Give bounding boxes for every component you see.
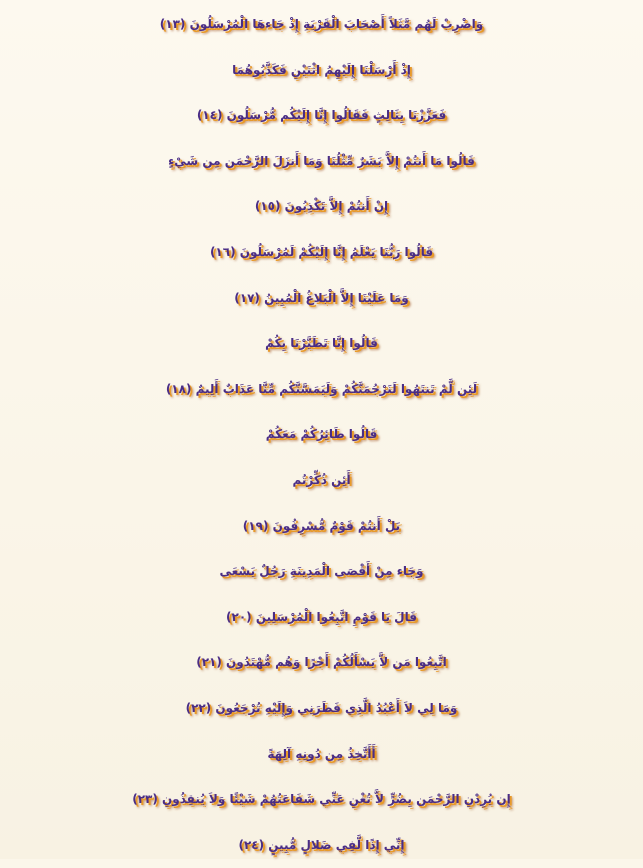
- verse-line: وَمَا عَلَيْنَا إِلاَّ الْبَلاغُ الْمُبِينُ (١٧): [234, 290, 409, 305]
- verse-line: إِنْ أَنتُمْ إِلاَّ تَكْذِبُونَ (١٥): [254, 199, 389, 214]
- verse-line: إِن يُرِدْنِ الرَّحْمَن بِضُرٍّ لاَّ تُغْنِ عَنِّي شَفَاعَتُهُمْ شَيْئًا وَلاَ يُنقِذُونِ (٢٣): [132, 792, 511, 807]
- verse-line: قَالُوا إِنَّا تَطَيَّرْنَا بِكُمْ: [265, 336, 378, 351]
- verse-line: قَالُوا رَبُّنَا يَعْلَمُ إِنَّا إِلَيْكُمْ لَمُرْسَلُونَ (١٦): [209, 244, 434, 259]
- verse-line: إِنِّي إِذًا لَّفِي ضَلالٍ مُّبِينٍ (٢٤): [238, 837, 405, 852]
- verse-line: بَلْ أَنتُمْ قَوْمٌ مُّسْرِفُونَ (١٩): [242, 518, 401, 533]
- verse-line: أَئِن ذُكِّرْتُم: [292, 472, 351, 487]
- verse-line: وَجَاء مِنْ أَقْصَى الْمَدِينَةِ رَجُلٌ يَسْعَى: [219, 564, 424, 579]
- verse-line: إِذْ أَرْسَلْنَا إِلَيْهِمُ اثْنَيْنِ فَكَذَّبُوهُمَا: [232, 62, 411, 77]
- verse-line: أَأَتَّخِذُ مِن دُونِهِ آلِهَةً: [267, 746, 376, 761]
- verse-line: قَالَ يَا قَوْمِ اتَّبِعُوا الْمُرْسَلِينَ (٢٠): [226, 609, 417, 624]
- verse-line: قَالُوا مَا أَنتُمْ إِلاَّ بَشَرٌ مِّثْلُنَا وَمَا أَنزَلَ الرَّحْمَن مِن شَيْءٍ: [168, 153, 475, 168]
- verse-line: وَاضْرِبْ لَهُم مَّثَلاً أَصْحَابَ الْقَرْيَةِ إِذْ جَاءهَا الْمُرْسَلُونَ (١٣): [159, 17, 484, 31]
- verse-line: اتَّبِعُوا مَن لاَّ يَسْأَلُكُمْ أَجْرًا وَهُم مُّهْتَدُونَ (٢١): [196, 655, 447, 670]
- verse-line: وَمَا لِي لاَ أَعْبُدُ الَّذِي فَطَرَنِي وَإِلَيْهِ تُرْجَعُونَ (٢٢): [185, 700, 458, 715]
- verse-list: [0, 2, 643, 868]
- verse-line: فَعَزَّزْنَا بِثَالِثٍ فَقَالُوا إِنَّا إِلَيْكُم مُّرْسَلُونَ (١٤): [196, 108, 447, 123]
- verse-line: قَالُوا طَائِرُكُمْ مَعَكُمْ: [265, 427, 378, 442]
- verse-line: لَئِن لَّمْ تَنتَهُوا لَنَرْجُمَنَّكُمْ وَلَيَمَسَّنَّكُم مِّنَّا عَذَابٌ أَلِيمٌ (١٨): [165, 381, 478, 396]
